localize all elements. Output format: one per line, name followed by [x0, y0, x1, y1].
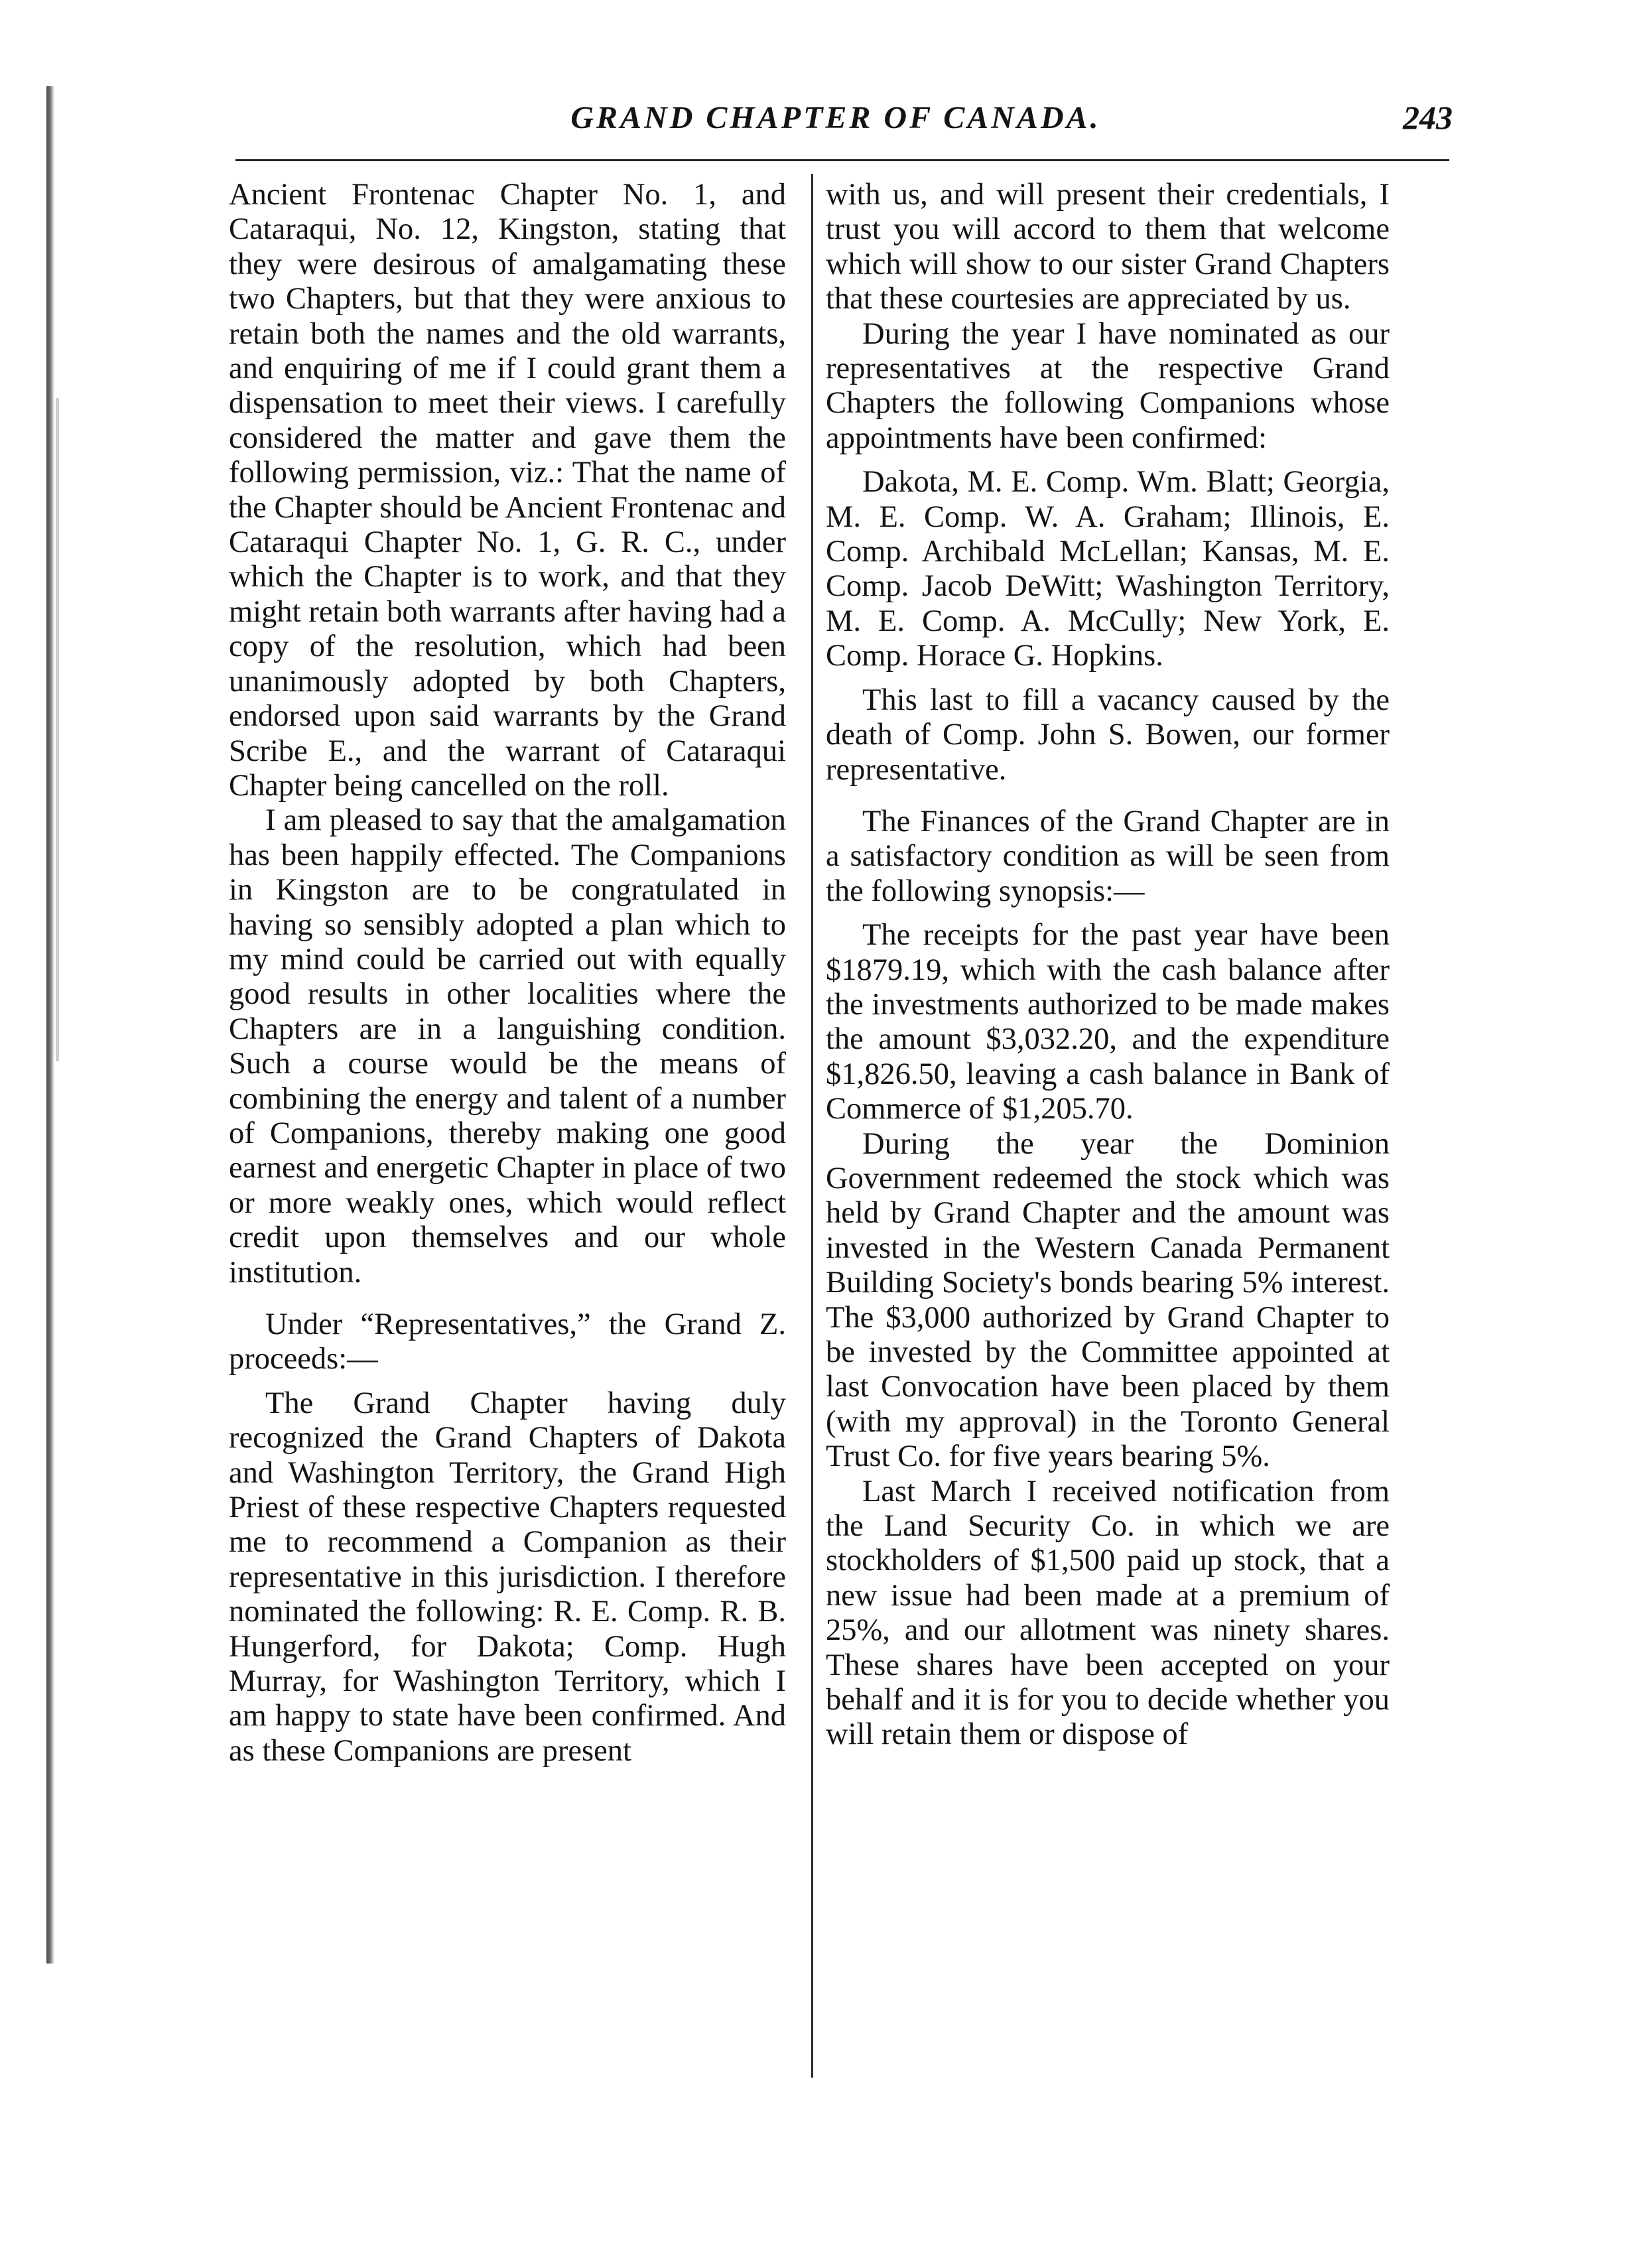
page-number: 243 — [1403, 99, 1453, 136]
scan-edge — [46, 86, 54, 1964]
paragraph: Dakota, M. E. Comp. Wm. Blatt; Georgia, M. E. Comp. W. A. Graham; Illinois, E. Comp. Archibald McLellan; Kansas, M. E. Comp. Jacob DeWitt; Washington Territory, M. E. Comp. A. McCully; New York, E. Comp. Horace G. Hopkins. — [826, 465, 1390, 673]
paragraph: Ancient Frontenac Chapter No. 1, and Cataraqui, No. 12, Kingston, stating that they were desirous of amalgamating these two Chapters, but that they were anxious to retain both the names and the old warrants, and enquiring of me if I could grant them a dispensation to meet their views. I carefully considered the matter and gave them the following permission, viz.: That the name of the Chapter should be Ancient Frontenac and Cataraqui Chapter No. 1, G. R. C., under which the Chapter is to work, and that they might retain both warrants after having had a copy of the resolution, which had been unanimously adopted by both Chapters, endorsed upon said warrants by the Grand Scribe E., and the warrant of Cataraqui Chapter being cancelled on the roll. — [229, 178, 786, 803]
paragraph: I am pleased to say that the amalgamation has been happily effected. The Companions in Kingston are to be congratulated in having so sensibly adopted a plan which to my mind could be carried out with equally good results in other localities where the Chapters are in a languishing condition. Such a course would be the means of combining the energy and talent of a number of Companions, thereby making one good earnest and energetic Chapter in place of two or more weakly ones, which would reflect credit upon themselves and our whole institution. — [229, 803, 786, 1290]
paragraph: The Finances of the Grand Chapter are in a satisfactory condition as will be seen from the following synopsis:— — [826, 804, 1390, 908]
paragraph: with us, and will present their credentials, I trust you will accord to them that welcome which will show to our sister Grand Chapters that these courtesies are appreciated by us. — [826, 178, 1390, 316]
paragraph: Last March I received notification from the Land Security Co. in which we are stockholders of $1,500 paid up stock, that a new issue had been made at a premium of 25%, and our allotment was ninety shares. These shares have been accepted on your behalf and it is for you to decide whether you will retain them or dispose of — [826, 1474, 1390, 1752]
paragraph: The receipts for the past year have been $1879.19, which with the cash balance after the investments authorized to be made makes the amount $3,032.20, and the expenditure $1,826.50, leaving a cash balance in Bank of Commerce of $1,205.70. — [826, 918, 1390, 1126]
right-column — [826, 178, 1390, 1753]
header-rule — [235, 159, 1449, 161]
paragraph: During the year I have nominated as our representatives at the respective Grand Chapters the following Companions whose appointments have been confirmed: — [826, 316, 1390, 455]
running-title: GRAND CHAPTER OF CANADA. — [570, 100, 1101, 135]
page-header — [219, 93, 1453, 153]
paragraph: The Grand Chapter having duly recognized the Grand Chapters of Dakota and Washington Territory, the Grand High Priest of these respective Chapters requested me to recommend a Companion as their representative in this jurisdiction. I therefore nominated the following: R. E. Comp. R. B. Hungerford, for Dakota; Comp. Hugh Murray, for Washington Territory, which I am happy to state have been confirmed. And as these Companions are present — [229, 1386, 786, 1768]
left-column — [229, 178, 786, 1768]
paragraph: During the year the Dominion Government redeemed the stock which was held by Grand Chapter and the amount was invested in the Western Canada Permanent Building Society's bonds bearing 5% interest. The $3,000 authorized by Grand Chapter to be invested by the Committee appointed at last Convocation have been placed by them (with my approval) in the Toronto General Trust Co. for five years bearing 5%. — [826, 1126, 1390, 1474]
column-divider — [811, 174, 813, 2078]
scan-edge-shadow — [56, 398, 59, 1061]
paragraph: This last to fill a vacancy caused by the death of Comp. John S. Bowen, our former representative. — [826, 683, 1390, 787]
paragraph: Under “Representatives,” the Grand Z. proceeds:— — [229, 1307, 786, 1376]
